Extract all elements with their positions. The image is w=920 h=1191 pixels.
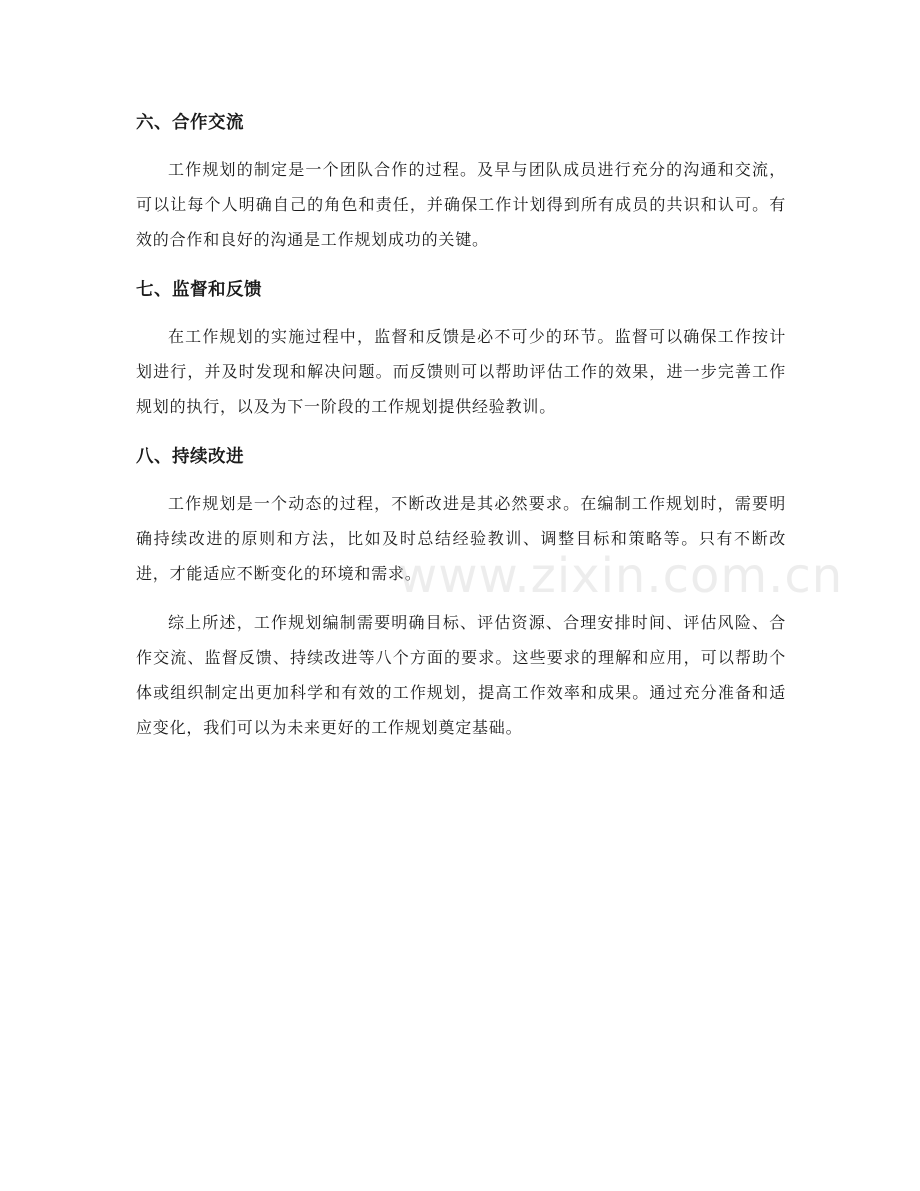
section-heading-cooperation: 六、合作交流 bbox=[136, 113, 244, 133]
section-paragraph-supervision: 在工作规划的实施过程中，监督和反馈是必不可少的环节。监督可以确保工作按计划进行，并及时发现和解决问题。而反馈则可以帮助评估工作的效果，进一步完善工作规划的执行，以及为下一阶段的工作规划提供经验教训。 bbox=[136, 327, 786, 416]
section-heading-supervision: 七、监督和反馈 bbox=[136, 280, 262, 300]
watermark: www.zixin.com.cn bbox=[398, 548, 844, 604]
document-body bbox=[136, 108, 786, 745]
section-paragraph-improvement: 工作规划是一个动态的过程，不断改进是其必然要求。在编制工作规划时，需要明确持续改进的原则和方法，比如及时总结经验教训、调整目标和策略等。只有不断改进，才能适应不断变化的环境和需求。 bbox=[136, 494, 786, 583]
conclusion-paragraph: 综上所述，工作规划编制需要明确目标、评估资源、合理安排时间、评估风险、合作交流、监督反馈、持续改进等八个方面的要求。这些要求的理解和应用，可以帮助个体或组织制定出更加科学和有效的工作规划，提高工作效率和成果。通过充分准备和适应变化，我们可以为未来更好的工作规划奠定基础。 bbox=[136, 613, 786, 737]
section-paragraph-cooperation: 工作规划的制定是一个团队合作的过程。及早与团队成员进行充分的沟通和交流，可以让每个人明确自己的角色和责任，并确保工作计划得到所有成员的共识和认可。有效的合作和良好的沟通是工作规划成功的关键。 bbox=[136, 160, 786, 249]
section-heading-improvement: 八、持续改进 bbox=[136, 447, 244, 467]
